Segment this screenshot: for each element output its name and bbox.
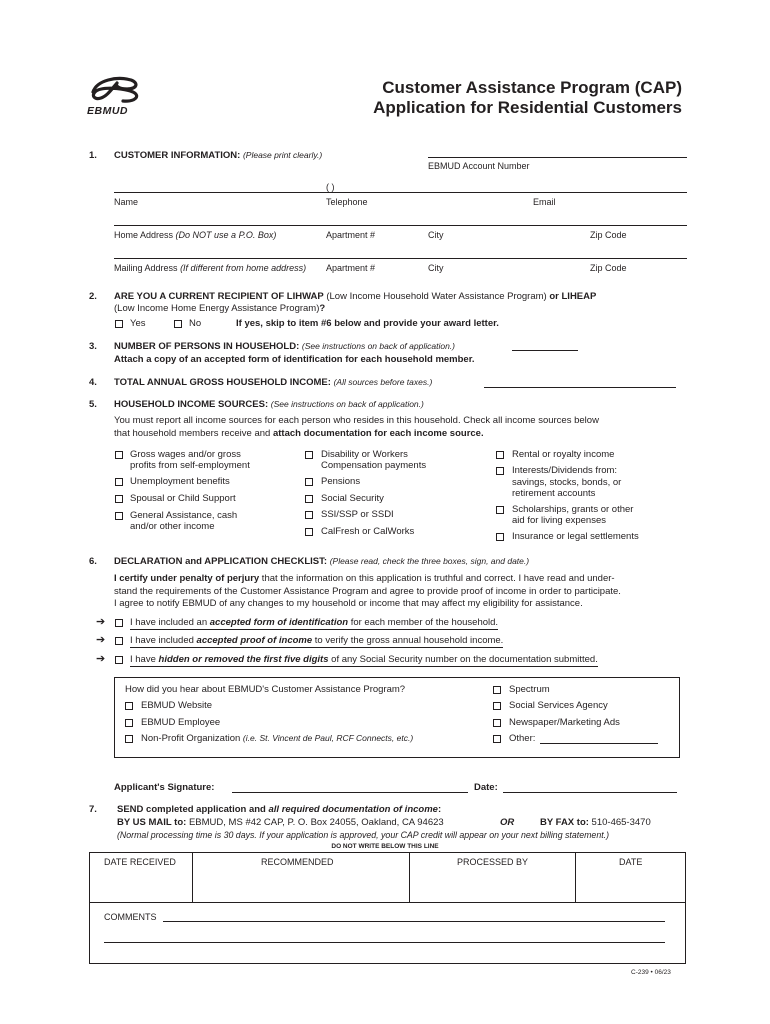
ssn-hidden-checkbox[interactable] (115, 656, 123, 664)
income-sources-para1: You must report all income sources for each person who resides in this household. Check all income sources below (114, 415, 599, 426)
liheap-bold: or LIHEAP (549, 291, 597, 302)
office-col-divider-1 (192, 852, 193, 902)
customer-info-label: CUSTOMER INFORMATION: (114, 150, 241, 161)
certify-line1 (114, 573, 615, 584)
nonprofit-note: (i.e. St. Vincent de Paul, RCF Connects, etc.) (242, 733, 414, 743)
gross-wages-label-2: profits from self-employment (130, 460, 250, 471)
id-included-label (130, 617, 498, 630)
mail-label: BY US MAIL to: (117, 817, 187, 828)
section-7-number: 7. (89, 804, 97, 815)
section-1-heading (114, 150, 322, 161)
certify-line3: I agree to notify EBMUD of any changes to my household or income that may affect my eligibility for assistance. (114, 598, 583, 609)
form-code: C-239 • 06/23 (631, 969, 671, 976)
section-6-number: 6. (89, 556, 97, 567)
certify-text1: that the information on this application is truthful and correct. I have read and under- (259, 573, 615, 584)
rental-income-checkbox[interactable] (496, 451, 504, 459)
pensions-checkbox[interactable] (305, 478, 313, 486)
send-heading (117, 804, 441, 815)
certify-bold: I certify under penalty of perjury (114, 573, 260, 584)
scholarships-checkbox[interactable] (496, 506, 504, 514)
lihwap-plain: (Low Income Household Water Assistance Program) (323, 291, 550, 302)
c1-part2: accepted form of identification (209, 617, 349, 628)
comments-line-1[interactable] (163, 921, 665, 922)
account-number-label: EBMUD Account Number (428, 161, 530, 171)
other-input-line[interactable] (540, 743, 658, 744)
mailing-address-text: Mailing Address (114, 263, 178, 273)
arrow-icon: ➔ (96, 653, 106, 665)
nonprofit-label (141, 733, 413, 744)
declaration-heading (114, 556, 529, 567)
persons-label: NUMBER OF PERSONS IN HOUSEHOLD: (114, 341, 300, 352)
interests-label-2: savings, stocks, bonds, or (512, 477, 622, 488)
home-address-text: Home Address (114, 230, 174, 240)
ssi-checkbox[interactable] (305, 511, 313, 519)
arrow-icon: ➔ (96, 616, 106, 628)
processing-note: (Normal processing time is 30 days. If your application is approved, your CAP credit will appear on your next billing statement.) (117, 830, 610, 840)
home-address-label (114, 230, 276, 240)
unemployment-checkbox[interactable] (115, 478, 123, 486)
comments-line-2[interactable] (104, 942, 665, 943)
signature-line[interactable] (232, 792, 468, 793)
c2-part1: I have included (130, 635, 197, 646)
liheap-desc: (Low Income Home Energy Assistance Program) (114, 303, 320, 314)
logo-text: EBMUD (87, 105, 128, 117)
fax-info (540, 817, 651, 828)
mailing-apartment-label: Apartment # (326, 263, 376, 273)
social-security-checkbox[interactable] (305, 495, 313, 503)
ebmud-logo-icon (87, 74, 143, 104)
mailing-address-label (114, 263, 306, 273)
persons-note: (See instructions on back of application.) (301, 341, 455, 351)
general-assistance-checkbox[interactable] (115, 512, 123, 520)
income-sources-heading (114, 399, 424, 410)
no-checkbox[interactable] (174, 320, 182, 328)
page-title-line1: Customer Assistance Program (CAP) (382, 78, 682, 97)
disability-checkbox[interactable] (305, 451, 313, 459)
spectrum-checkbox[interactable] (493, 686, 501, 694)
rental-income-label: Rental or royalty income (512, 449, 615, 460)
recommended-label: RECOMMENDED (261, 857, 334, 867)
insurance-label: Insurance or legal settlements (512, 531, 639, 542)
newspaper-label: Newspaper/Marketing Ads (509, 717, 620, 728)
disability-label-1: Disability or Workers (321, 449, 408, 460)
insurance-checkbox[interactable] (496, 533, 504, 541)
fax-number: 510-465-3470 (588, 817, 651, 828)
home-zip-label: Zip Code (590, 230, 627, 240)
c2-part2: accepted proof of income (196, 635, 313, 646)
income-amount-line[interactable] (484, 387, 676, 388)
c3-part3: of any Social Security number on the documentation submitted. (328, 654, 598, 665)
ebmud-employee-checkbox[interactable] (125, 719, 133, 727)
skip-instruction: If yes, skip to item #6 below and provide your award letter. (236, 318, 499, 329)
home-address-line[interactable] (114, 225, 687, 226)
mail-addr: EBMUD, MS #42 CAP, P. O. Box 24055, Oakland, CA 94623 (186, 817, 444, 828)
yes-checkbox[interactable] (115, 320, 123, 328)
ssn-hidden-label (130, 654, 598, 667)
c1-part3: for each member of the household. (348, 617, 499, 628)
comments-label: COMMENTS (104, 912, 157, 922)
arrow-icon: ➔ (96, 634, 106, 646)
customer-info-note: (Please print clearly.) (242, 150, 323, 160)
declaration-note: (Please read, check the three boxes, sign, and date.) (329, 556, 530, 566)
ebmud-logo (87, 74, 143, 116)
send-part1: SEND completed application and (117, 804, 269, 815)
home-address-note: (Do NOT use a P.O. Box) (175, 230, 277, 240)
interests-checkbox[interactable] (496, 467, 504, 475)
ebmud-employee-label: EBMUD Employee (141, 717, 221, 728)
or-label: OR (500, 817, 515, 828)
spousal-support-checkbox[interactable] (115, 495, 123, 503)
certify-line2: stand the requirements of the Customer Assistance Program and agree to provide proof of income in order to participate. (114, 586, 621, 597)
id-included-checkbox[interactable] (115, 619, 123, 627)
social-services-label: Social Services Agency (509, 700, 608, 711)
office-row-divider (89, 902, 686, 903)
question-mark: ? (319, 303, 326, 314)
page-title-line2: Application for Residential Customers (373, 98, 682, 117)
mailing-address-note: (If different from home address) (180, 263, 307, 273)
lihwap-bold: ARE YOU A CURRENT RECIPIENT OF LIHWAP (114, 291, 324, 302)
mailing-zip-label: Zip Code (590, 263, 627, 273)
lihwap-question (114, 291, 596, 302)
declaration-label: DECLARATION and APPLICATION CHECKLIST: (114, 556, 328, 567)
newspaper-checkbox[interactable] (493, 719, 501, 727)
interests-label-3: retirement accounts (512, 488, 596, 499)
ssi-label: SSI/SSP or SSDI (321, 509, 394, 520)
section-2-number: 2. (89, 291, 97, 302)
section-4-number: 4. (89, 377, 97, 388)
date-label: Date: (474, 782, 498, 793)
ebmud-website-checkbox[interactable] (125, 702, 133, 710)
other-checkbox[interactable] (493, 735, 501, 743)
liheap-line2 (114, 303, 325, 314)
fax-label: BY FAX to: (540, 817, 589, 828)
income-sources-label: HOUSEHOLD INCOME SOURCES: (114, 399, 269, 410)
gross-wages-checkbox[interactable] (115, 451, 123, 459)
c3-part1: I have (130, 654, 159, 665)
yes-label: Yes (130, 318, 146, 329)
name-label: Name (114, 197, 139, 207)
telephone-label: Telephone (326, 197, 368, 207)
general-assistance-label-1: General Assistance, cash (130, 510, 238, 521)
income-heading (114, 377, 432, 388)
ebmud-website-label: EBMUD Website (141, 700, 213, 711)
nonprofit-text: Non-Profit Organization (141, 733, 241, 744)
c2-part3: to verify the gross annual household income. (312, 635, 504, 646)
send-part2: all required documentation of income (268, 804, 438, 815)
email-label: Email (533, 197, 556, 207)
processed-by-label: PROCESSED BY (457, 857, 529, 867)
income-label: TOTAL ANNUAL GROSS HOUSEHOLD INCOME: (114, 377, 331, 388)
office-col-divider-3 (575, 852, 576, 902)
name-phone-email-line[interactable] (114, 192, 687, 193)
account-number-line[interactable] (428, 157, 687, 158)
disability-label-2: Compensation payments (321, 460, 427, 471)
calfresh-label: CalFresh or CalWorks (321, 526, 415, 537)
para2-plain: that household members receive and (114, 428, 273, 439)
spousal-support-label: Spousal or Child Support (130, 493, 236, 504)
office-use-box (89, 852, 686, 964)
income-sources-note: (See instructions on back of application.) (270, 399, 424, 409)
date-received-label: DATE RECEIVED (104, 857, 176, 867)
section-1-number: 1. (89, 150, 97, 161)
c1-part1: I have included an (130, 617, 210, 628)
pensions-label: Pensions (321, 476, 361, 487)
unemployment-label: Unemployment benefits (130, 476, 230, 487)
gross-wages-label-1: Gross wages and/or gross (130, 449, 241, 460)
signature-label: Applicant's Signature: (114, 782, 215, 793)
para2-bold: attach documentation for each income source. (272, 428, 484, 439)
office-date-label: DATE (619, 857, 643, 867)
office-col-divider-2 (409, 852, 410, 902)
persons-heading (114, 341, 455, 352)
income-proof-checkbox[interactable] (115, 637, 123, 645)
mailing-address-line[interactable] (114, 258, 687, 259)
social-services-checkbox[interactable] (493, 702, 501, 710)
scholarships-label-1: Scholarships, grants or other (512, 504, 634, 515)
social-security-label: Social Security (321, 493, 384, 504)
send-part3: : (437, 804, 442, 815)
nonprofit-checkbox[interactable] (125, 735, 133, 743)
section-5-number: 5. (89, 399, 97, 410)
persons-count-line[interactable] (512, 350, 578, 351)
no-label: No (189, 318, 202, 329)
section-3-number: 3. (89, 341, 97, 352)
home-city-label: City (428, 230, 444, 240)
income-proof-label (130, 635, 503, 648)
general-assistance-label-2: and/or other income (130, 521, 215, 532)
do-not-write-label: DO NOT WRITE BELOW THIS LINE (331, 843, 439, 850)
interests-label-1: Interests/Dividends from: (512, 465, 618, 476)
scholarships-label-2: aid for living expenses (512, 515, 606, 526)
date-line[interactable] (503, 792, 677, 793)
spectrum-label: Spectrum (509, 684, 550, 695)
referral-question: How did you hear about EBMUD's Customer Assistance Program? (125, 684, 406, 695)
calfresh-checkbox[interactable] (305, 528, 313, 536)
c3-part2: hidden or removed the first five digits (158, 654, 329, 665)
attach-id-instruction: Attach a copy of an accepted form of identification for each household member. (114, 354, 475, 365)
mail-address (117, 817, 444, 828)
other-label: Other: (509, 733, 536, 744)
mailing-city-label: City (428, 263, 444, 273)
home-apartment-label: Apartment # (326, 230, 376, 240)
income-note: (All sources before taxes.) (333, 377, 433, 387)
telephone-paren: ( ) (326, 182, 335, 192)
income-sources-para2 (114, 428, 484, 439)
